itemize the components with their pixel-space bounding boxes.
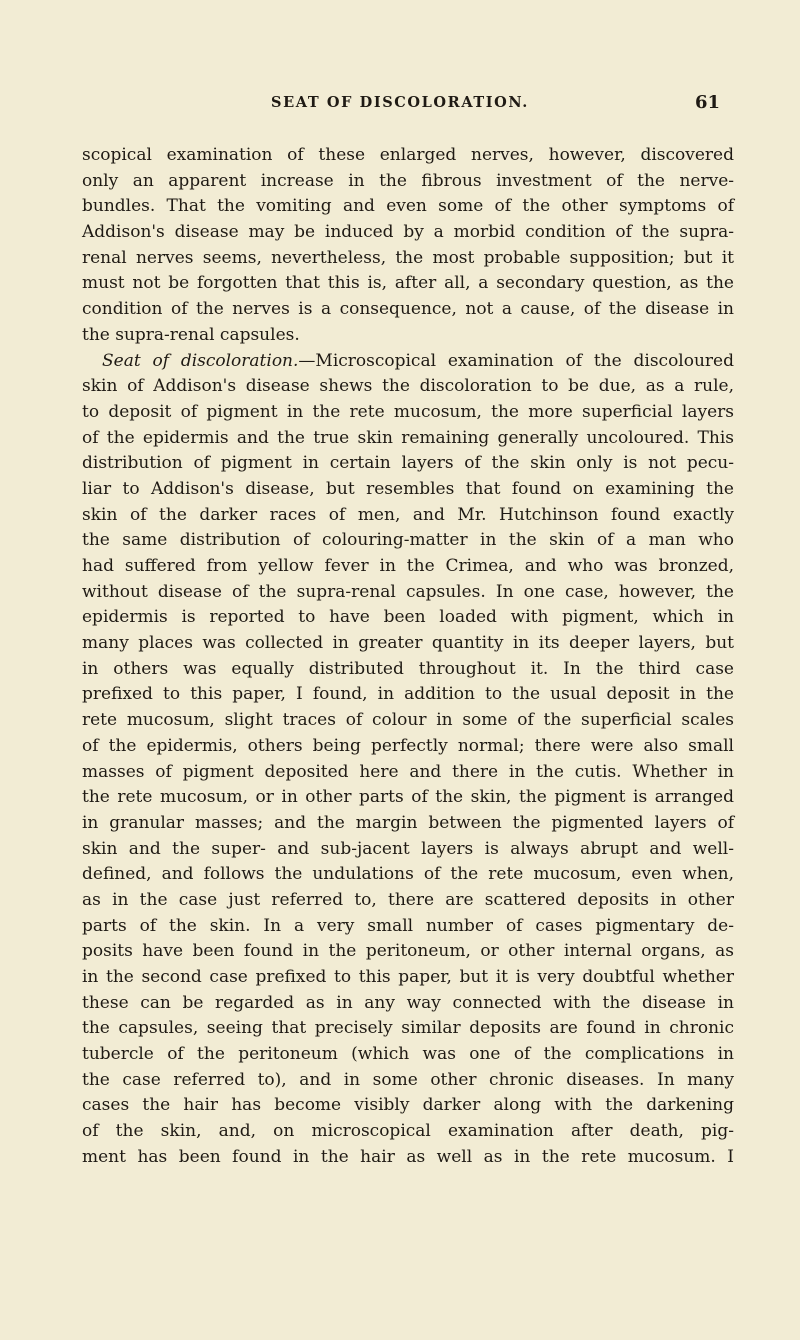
section-heading: Seat of discoloration. bbox=[102, 350, 299, 371]
section-heading-line bbox=[82, 349, 734, 375]
text-line: masses of pigment deposited here and there in the cutis. Whether in bbox=[82, 761, 734, 782]
text-line: skin of Addison's disease shews the discoloration to be due, as a rule, bbox=[82, 376, 734, 397]
text-line: tubercle of the peritoneum (which was one of the complications in bbox=[82, 1044, 734, 1065]
text-line: epidermis is reported to have been loaded with pigment, which in bbox=[82, 607, 734, 628]
text-line: only an apparent increase in the fibrous investment of the nerve- bbox=[82, 170, 734, 191]
text-line: rete mucosum, slight traces of colour in some of the superficial scales bbox=[82, 710, 734, 731]
text-line: Addison's disease may be induced by a morbid condition of the supra- bbox=[82, 222, 734, 243]
text-line: condition of the nerves is a consequence, not a cause, of the disease in bbox=[82, 299, 734, 320]
body-text bbox=[82, 143, 734, 1171]
text-line: the supra-renal capsules. bbox=[82, 324, 300, 345]
text-line: of the epidermis, others being perfectly normal; there were also small bbox=[82, 735, 734, 756]
text-line: liar to Addison's disease, but resembles that found on examining the bbox=[82, 478, 734, 499]
text-line: the capsules, seeing that precisely similar deposits are found in chronic bbox=[82, 1018, 734, 1039]
text-line: the same distribution of colouring-matter in the skin of a man who bbox=[82, 530, 734, 551]
text-line: as in the case just referred to, there are scattered deposits in other bbox=[82, 889, 734, 910]
text-line: posits have been found in the peritoneum, or other internal organs, as bbox=[82, 941, 734, 962]
text-line: in others was equally distributed throughout it. In the third case bbox=[82, 658, 734, 679]
running-head bbox=[0, 92, 800, 116]
text-line: of the skin, and, on microscopical examination after death, pig- bbox=[82, 1121, 734, 1142]
text-line: in the second case prefixed to this paper, but it is very doubtful whether bbox=[82, 967, 734, 987]
text-line: distribution of pigment in certain layers of the skin only is not pecu- bbox=[82, 453, 734, 474]
text-line: bundles. That the vomiting and even some of the other symptoms of bbox=[82, 196, 734, 217]
text-line: cases the hair has become visibly darker along with the darkening bbox=[82, 1095, 734, 1116]
text-line: of the epidermis and the true skin remaining generally uncoloured. This bbox=[82, 427, 734, 448]
text-line: in granular masses; and the margin between the pigmented layers of bbox=[82, 812, 734, 833]
text-line: renal nerves seems, nevertheless, the most probable supposition; but it bbox=[82, 247, 734, 268]
text-line: the rete mucosum, or in other parts of the skin, the pigment is arranged bbox=[82, 787, 734, 808]
text-line: prefixed to this paper, I found, in addition to the usual deposit in the bbox=[82, 684, 734, 705]
section-heading-rest: —Microscopical examination of the discoloured bbox=[298, 350, 734, 371]
page-number: 61 bbox=[694, 92, 720, 113]
running-title: SEAT OF DISCOLORATION. bbox=[271, 94, 529, 111]
text-line: many places was collected in greater quantity in its deeper layers, but bbox=[82, 633, 734, 654]
text-line: without disease of the supra-renal capsules. In one case, however, the bbox=[82, 581, 734, 602]
text-line: parts of the skin. In a very small number of cases pigmentary de- bbox=[82, 915, 734, 936]
text-line: to deposit of pigment in the rete mucosum, the more superficial layers bbox=[82, 401, 734, 422]
text-line: must not be forgotten that this is, after all, a secondary question, as the bbox=[82, 273, 734, 294]
text-line: ment has been found in the hair as well as in the rete mucosum. I bbox=[82, 1146, 734, 1167]
text-line: skin and the super- and sub-jacent layers is always abrupt and well- bbox=[82, 838, 734, 859]
text-line: had suffered from yellow fever in the Crimea, and who was bronzed, bbox=[82, 556, 734, 576]
text-line: the case referred to), and in some other chronic diseases. In many bbox=[82, 1069, 734, 1090]
text-line: skin of the darker races of men, and Mr. Hutchinson found exactly bbox=[82, 504, 734, 525]
text-line: these can be regarded as in any way connected with the disease in bbox=[82, 992, 734, 1013]
text-line: scopical examination of these enlarged nerves, however, discovered bbox=[82, 145, 734, 165]
text-line: defined, and follows the undulations of the rete mucosum, even when, bbox=[82, 864, 734, 885]
